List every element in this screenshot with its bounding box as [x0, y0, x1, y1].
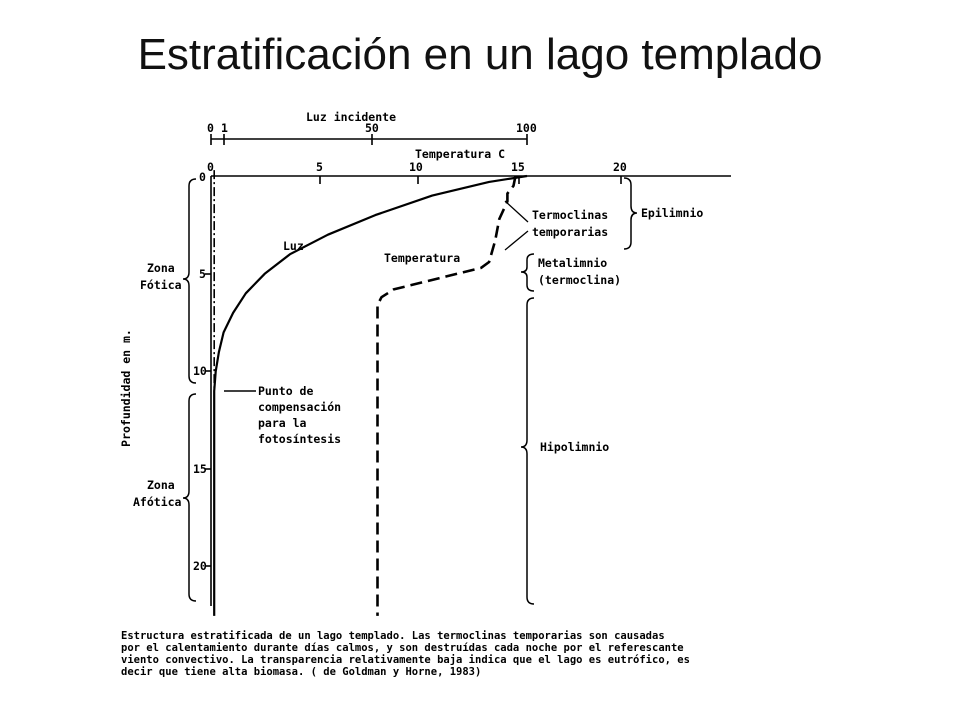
brace-hipolimnio	[521, 298, 534, 604]
brace-metalimnio	[521, 254, 534, 291]
light-curve-label: Luz	[283, 239, 304, 253]
temperature-tick-label-0: 0	[207, 160, 214, 174]
zona-afotica-label	[133, 478, 182, 509]
depth-tick-label-10: 10	[193, 364, 207, 378]
caption-line-2: por el calentamiento durante días calmos, y son destruídas cada noche por el referescante	[121, 642, 684, 654]
light-tick-label-0: 0	[207, 121, 214, 135]
figure-caption	[121, 630, 690, 678]
depth-axis-tick-labels	[119, 170, 207, 573]
zona-afotica-line-2: Afótica	[133, 495, 182, 509]
temperature-curve-label: Temperatura	[384, 251, 461, 265]
light-axis-tick-labels	[207, 110, 537, 135]
hipolimnio-label: Hipolimnio	[540, 440, 610, 454]
metalimnio-line-2: (termoclina)	[538, 273, 622, 287]
light-tick-label-50: 50	[365, 121, 379, 135]
light-tick-label-1: 1	[221, 121, 228, 135]
temperature-tick-label-5: 5	[316, 160, 323, 174]
axes	[205, 134, 731, 606]
thermoclines-line-2: temporarias	[532, 225, 609, 239]
depth-tick-label-5: 5	[199, 267, 206, 281]
temperature-tick-label-15: 15	[511, 160, 525, 174]
zona-fotica-line-1: Zona	[147, 261, 175, 275]
compensation-line-3: para la	[258, 416, 307, 430]
brace-zona-fotica	[183, 179, 196, 383]
zona-afotica-line-1: Zona	[147, 478, 175, 492]
light-tick-label-100: 100	[516, 121, 537, 135]
depth-tick-label-0: 0	[199, 170, 206, 184]
depth-tick-label-20: 20	[193, 559, 207, 573]
caption-line-4: decir que tiene alta biomasa. ( de Goldman y Horne, 1983)	[121, 666, 482, 678]
thermocline-pointer-upper	[505, 201, 528, 222]
temperature-axis-tick-labels	[207, 147, 627, 174]
slide-title: Estratificación en un lago templado	[137, 30, 823, 79]
caption-line-3: viento convectivo. La transparencia relativamente baja indica que el lago es eutrófico, es	[121, 654, 690, 666]
compensation-line-4: fotosíntesis	[258, 432, 342, 446]
compensation-line-2: compensación	[258, 400, 342, 414]
thermoclines-line-1: Termoclinas	[532, 208, 609, 222]
thermoclines-label	[532, 208, 608, 239]
thermocline-pointer-lower	[505, 231, 528, 250]
zona-fotica-label	[140, 261, 182, 292]
depth-axis-title: Profundidad en m.	[119, 329, 133, 447]
compensation-line-1: Punto de	[258, 384, 314, 398]
zona-fotica-line-2: Fótica	[140, 278, 182, 292]
depth-tick-label-15: 15	[193, 462, 207, 476]
metalimnio-line-1: Metalimnio	[538, 256, 608, 270]
light-axis-title: Luz incidente	[306, 110, 397, 124]
caption-line-1: Estructura estratificada de un lago templado. Las termoclinas temporarias son causadas	[121, 630, 665, 642]
temperature-curve	[378, 176, 516, 616]
temperature-tick-label-10: 10	[409, 160, 423, 174]
compensation-label	[258, 384, 341, 446]
thermoclines-pointers	[505, 201, 528, 250]
temperature-axis-title: Temperatura C	[415, 147, 506, 161]
temperature-tick-label-20: 20	[613, 160, 627, 174]
epilimnio-label: Epilimnio	[641, 206, 704, 220]
brace-epilimnio	[624, 178, 637, 249]
metalimnio-label	[538, 256, 621, 287]
